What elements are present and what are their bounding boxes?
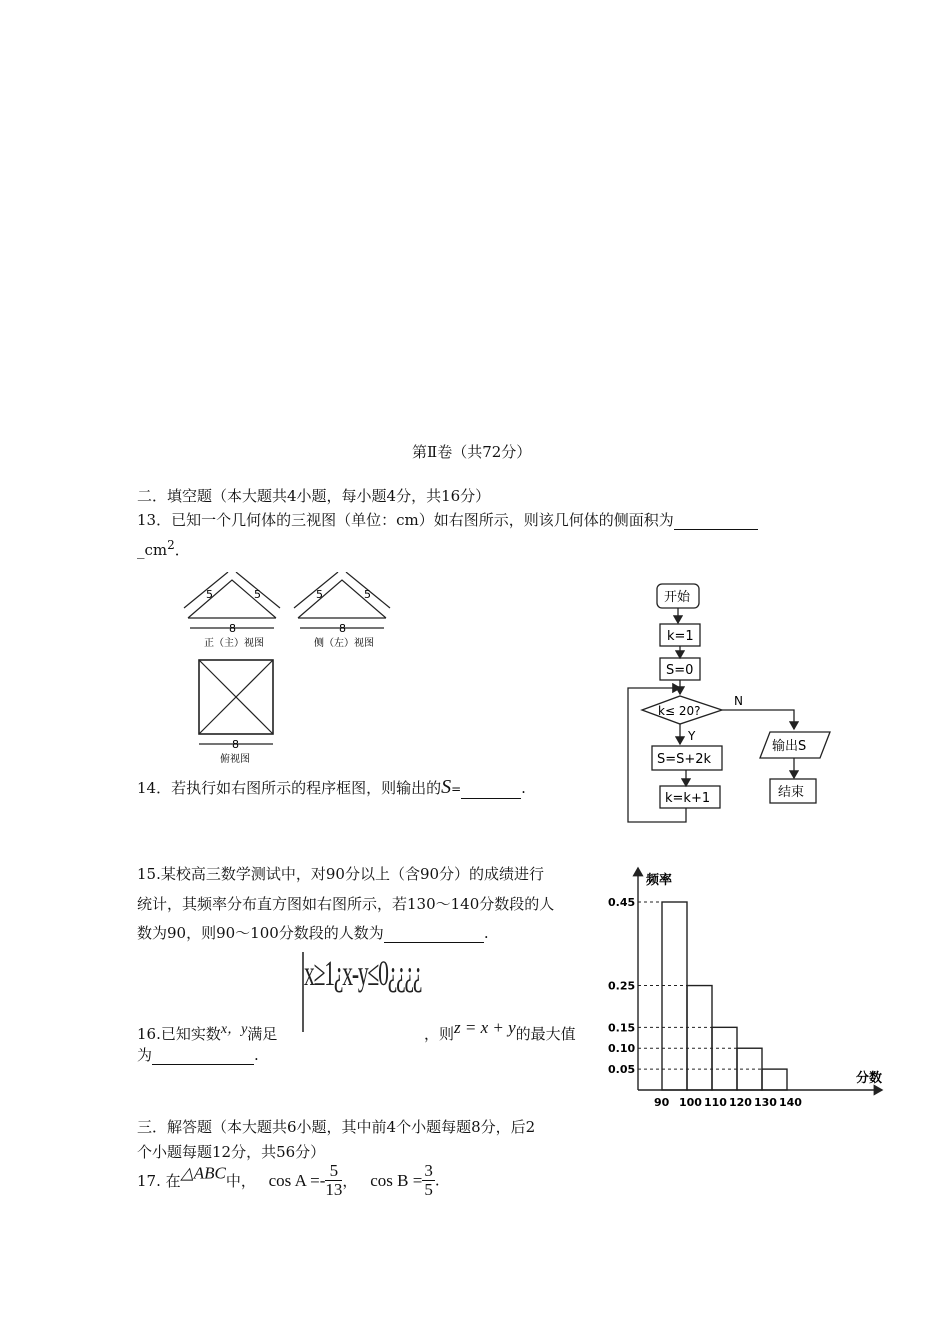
y-tick-label: 0.45 [608, 896, 636, 909]
histogram-bar [687, 986, 712, 1090]
init-s-label: S=0 [666, 663, 694, 678]
no-label: N [734, 694, 743, 708]
front-slant-right-label: 5 [254, 588, 261, 601]
y-axis-label: 频率 [646, 873, 673, 888]
q15-line1: 15.某校高三数学测试中，对90分以上（含90分）的成绩进行 [137, 865, 545, 883]
part2-header: 二．填空题（本大题共4小题，每小题4分，共16分） [137, 487, 491, 505]
yes-label: Y [688, 729, 696, 743]
question-13 [137, 509, 758, 530]
question-17: 17. 在△ABC中， cos A =- $\frac{5}{13}$ ， cos B = $\frac{3}{5}$ . [137, 1161, 440, 1199]
y-tick-label: 0.10 [608, 1042, 636, 1056]
histogram-bar [712, 1027, 737, 1090]
front-view-caption: 正（主）视图 [204, 638, 264, 649]
x-tick-label: 120 [729, 1096, 752, 1109]
y-tick-label: 0.25 [608, 979, 636, 993]
front-view-shape [188, 580, 276, 618]
condition-label: k≤ 20? [658, 704, 701, 718]
side-base-label: 8 [339, 622, 346, 635]
histogram-bar [662, 902, 687, 1090]
part3-header-line2: 个小题每题12分，共56分） [137, 1143, 326, 1161]
section-title: 第Ⅱ卷（共72分） [412, 443, 532, 461]
top-view-caption: 俯视图 [220, 754, 250, 765]
end-label: 结束 [778, 785, 805, 800]
x-tick-label: 100 [679, 1096, 702, 1109]
y-tick-label: 0.05 [608, 1063, 636, 1077]
cosB-fraction: $\frac{3}{5}$ [424, 1161, 433, 1199]
q13-unit: $\_cm^2$． [137, 538, 190, 559]
front-slant-left-label: 5 [206, 588, 213, 601]
side-slant-left-label: 5 [316, 588, 323, 601]
question-14: 14．若执行如右图所示的程序框图，则输出的S= . [137, 776, 526, 798]
front-base-label: 8 [229, 622, 236, 635]
question-16: 16.已知实数$^{x,y}$满足 [137, 1022, 278, 1043]
histogram-bar [762, 1069, 787, 1090]
q15-line3: 数为90，则90～100分数段的人数为 . [137, 924, 489, 942]
constraint-text: x≥1¿x-y≤0¿¿¿¿ [304, 953, 422, 993]
q16-line2: 为 . [137, 1046, 259, 1064]
q14-answer-blank [461, 798, 521, 799]
q13-answer-blank [674, 529, 758, 530]
q15-line2: 统计，其频率分布直方图如右图所示，若130～140分数段的人 [137, 895, 555, 913]
side-slant-right-label: 5 [364, 588, 371, 601]
q16-answer-blank [152, 1064, 254, 1065]
q16-objective: ，则$^{z = x + y}$的最大值 [424, 1018, 576, 1043]
update-k-label: k=k+1 [665, 791, 711, 806]
y-tick-label: 0.15 [608, 1021, 636, 1035]
x-tick-label: 130 [754, 1096, 777, 1109]
update-s-label: S=S+2k [657, 752, 712, 767]
x-axis-label: 分数 [856, 1071, 883, 1086]
q15-answer-blank [384, 942, 484, 943]
cosA-fraction: $\frac{5}{13}$ [325, 1161, 343, 1199]
x-tick-label: 110 [704, 1096, 727, 1109]
flowchart [622, 578, 840, 828]
part3-header-line1: 三．解答题（本大题共6小题，其中前4个小题每题8分，后2 [137, 1118, 536, 1136]
side-view-caption: 侧（左）视图 [314, 638, 374, 649]
x-tick-label: 90 [654, 1096, 670, 1109]
q13-text: 13．已知一个几何体的三视图（单位：cm）如右图所示，则该几何体的侧面积为 [137, 511, 674, 529]
output-label: 输出S [772, 739, 807, 754]
start-label: 开始 [664, 590, 691, 605]
x-tick-label: 140 [779, 1096, 802, 1109]
frequency-histogram [606, 862, 890, 1114]
top-base-label: 8 [232, 738, 239, 751]
init-k-label: k=1 [667, 629, 694, 644]
side-view-shape [298, 580, 386, 618]
three-views-figure [180, 572, 410, 768]
